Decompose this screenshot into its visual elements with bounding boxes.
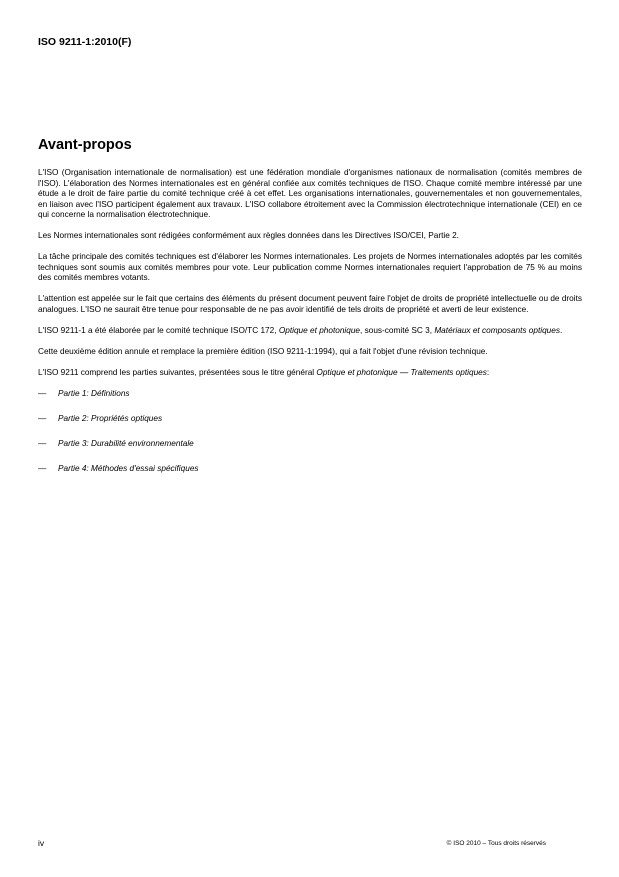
list-item bbox=[38, 389, 582, 400]
list-dash: — bbox=[38, 389, 47, 398]
paragraph-1: L'ISO (Organisation internationale de normalisation) est une fédération mondiale d'organismes nationaux de normalisation (comités membres de l'ISO). L'élaboration des Normes internationales est en général confiée aux comités techniques de l'ISO. Chaque comité membre intéressé par une étude a le droit de faire partie du comité technique créé à cet effet. Les organisations internationales, gouvernementales et non gouvernementales, en liaison avec l'ISO participent également aux travaux. L'ISO collabore étroitement avec la Commission électrotechnique internationale (CEI) en ce qui concerne la normalisation électrotechnique. bbox=[38, 168, 582, 219]
committee-title: Optique et photonique bbox=[278, 325, 361, 335]
list-item bbox=[38, 464, 582, 475]
list-item-label: Partie 2: Propriétés optiques bbox=[58, 414, 163, 423]
list-item-label: Partie 1: Définitions bbox=[58, 389, 130, 398]
paragraph-7 bbox=[38, 368, 582, 379]
list-item bbox=[38, 414, 582, 425]
section-heading: Avant-propos bbox=[38, 137, 132, 153]
paragraph-2: Les Normes internationales sont rédigées conformément aux règles données dans les Directives ISO/CEI, Partie 2. bbox=[38, 231, 459, 240]
standard-identifier: ISO 9211-1:2010(F) bbox=[38, 36, 132, 48]
paragraph-7-text-a: L'ISO 9211 comprend les parties suivantes, présentées sous le titre général bbox=[38, 367, 317, 377]
parts-list bbox=[38, 389, 582, 475]
list-item bbox=[38, 439, 582, 450]
paragraph-5-text-a: L'ISO 9211-1 a été élaborée par le comité technique ISO/TC 172, bbox=[38, 325, 279, 335]
paragraph-4: L'attention est appelée sur le fait que certains des éléments du présent document peuvent faire l'objet de droits de propriété intellectuelle ou de droits analogues. L'ISO ne saurait être tenue pour responsable de ne pas avoir identifié de tels droits de propriété et averti de leur existence. bbox=[38, 294, 582, 314]
list-dash: — bbox=[38, 464, 47, 473]
list-item-label: Partie 3: Durabilité environnementale bbox=[58, 439, 194, 448]
subcommittee-title: Matériaux et composants optiques bbox=[434, 325, 560, 335]
general-title: Optique et photonique — Traitements optiques bbox=[316, 367, 487, 377]
copyright-notice: © ISO 2010 – Tous droits réservés bbox=[446, 840, 546, 847]
page-number: iv bbox=[38, 838, 45, 848]
paragraph-5-text-c: . bbox=[559, 325, 563, 335]
paragraph-6: Cette deuxième édition annule et remplace la première édition (ISO 9211-1:1994), qui a fait l'objet d'une révision technique. bbox=[38, 346, 488, 356]
list-item-label: Partie 4: Méthodes d'essai spécifiques bbox=[58, 464, 199, 473]
paragraph-5 bbox=[38, 326, 582, 337]
foreword-body bbox=[38, 168, 582, 489]
paragraph-5-text-b: , sous-comité SC 3, bbox=[360, 325, 435, 335]
paragraph-7-text-b: : bbox=[486, 367, 490, 377]
list-dash: — bbox=[38, 414, 47, 423]
list-dash: — bbox=[38, 439, 47, 448]
paragraph-3: La tâche principale des comités techniques est d'élaborer les Normes internationales. Les projets de Normes internationales adoptés par les comités techniques sont soumis aux comités membres pour vote. Leur publication comme Normes internationales requiert l'approbation de 75 % au moins des comités membres votants. bbox=[38, 252, 582, 282]
